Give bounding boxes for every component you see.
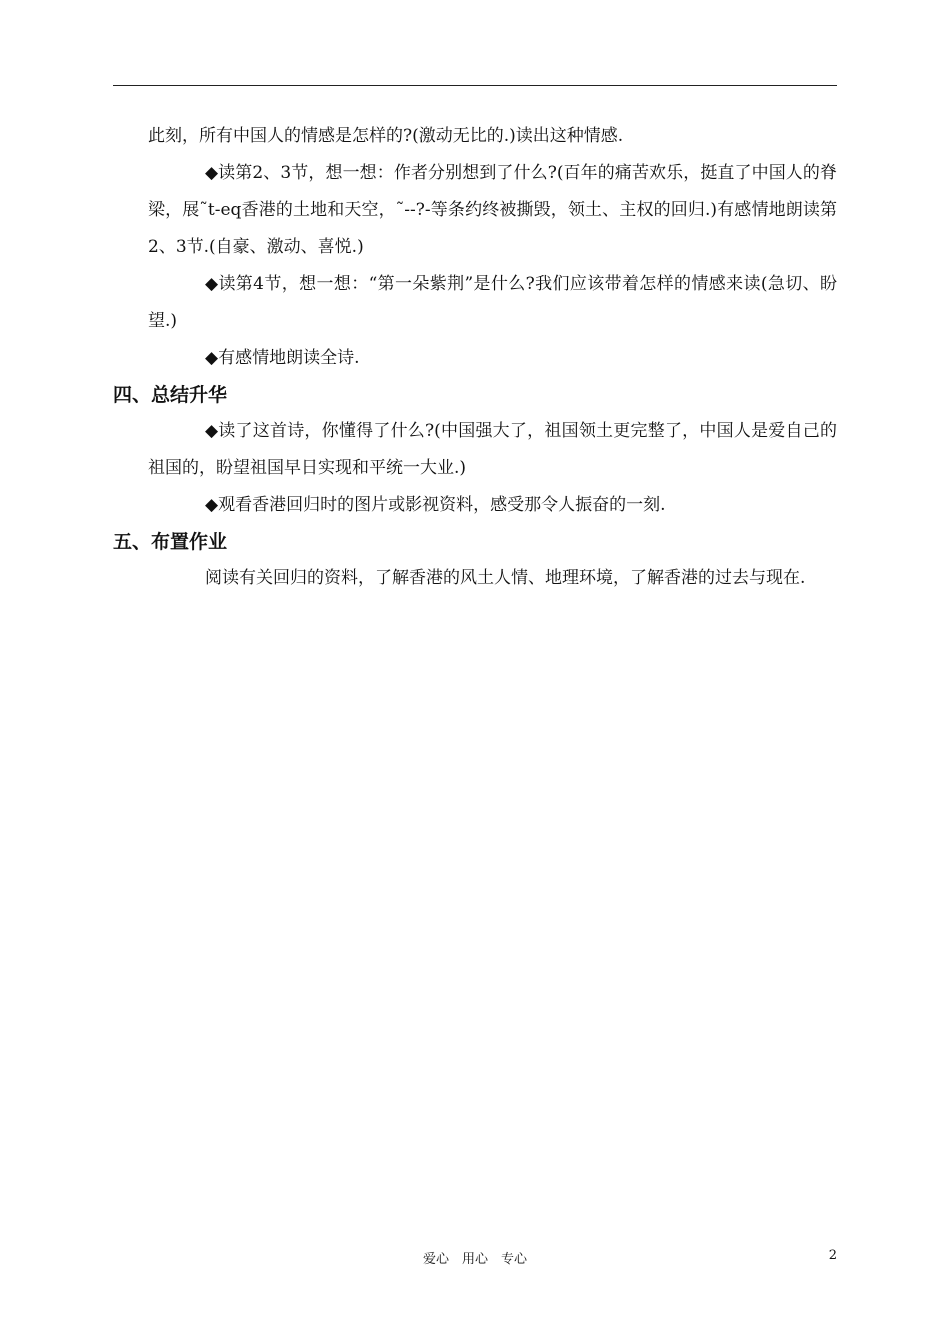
section-heading: 四、总结升华 xyxy=(113,384,228,406)
paragraph: ◆读第2、3节，想一想：作者分别想到了什么?(百年的痛苦欢乐，挺直了中国人的脊梁，展˜t-eq香港的土地和天空，˜--?-等条约终被撕毁，领土、主权的回归.)有感情地朗读第2、3节.(自豪、激动、喜悦.) xyxy=(148,163,837,257)
page-footer xyxy=(0,1248,950,1268)
footer-motto: 爱心 用心 专心 xyxy=(422,1252,527,1267)
document-body xyxy=(113,118,837,597)
paragraph: ◆读第4节，想一想：“第一朵紫荆”是什么?我们应该带着怎样的情感来读(急切、盼望.) xyxy=(148,274,837,331)
paragraph: 此刻，所有中国人的情感是怎样的?(激动无比的.)读出这种情感. xyxy=(148,126,624,146)
paragraph: ◆读了这首诗，你懂得了什么?(中国强大了，祖国领土更完整了，中国人是爱自己的祖国的，盼望祖国早日实现和平统一大业.) xyxy=(148,421,837,478)
section-heading: 五、布置作业 xyxy=(113,531,228,553)
page-number: 2 xyxy=(828,1248,837,1263)
paragraph: ◆有感情地朗读全诗. xyxy=(205,348,360,368)
paragraph: ◆观看香港回归时的图片或影视资料，感受那令人振奋的一刻. xyxy=(205,495,666,515)
header-rule xyxy=(113,85,837,86)
paragraph: 阅读有关回归的资料，了解香港的风土人情、地理环境，了解香港的过去与现在. xyxy=(205,568,806,588)
